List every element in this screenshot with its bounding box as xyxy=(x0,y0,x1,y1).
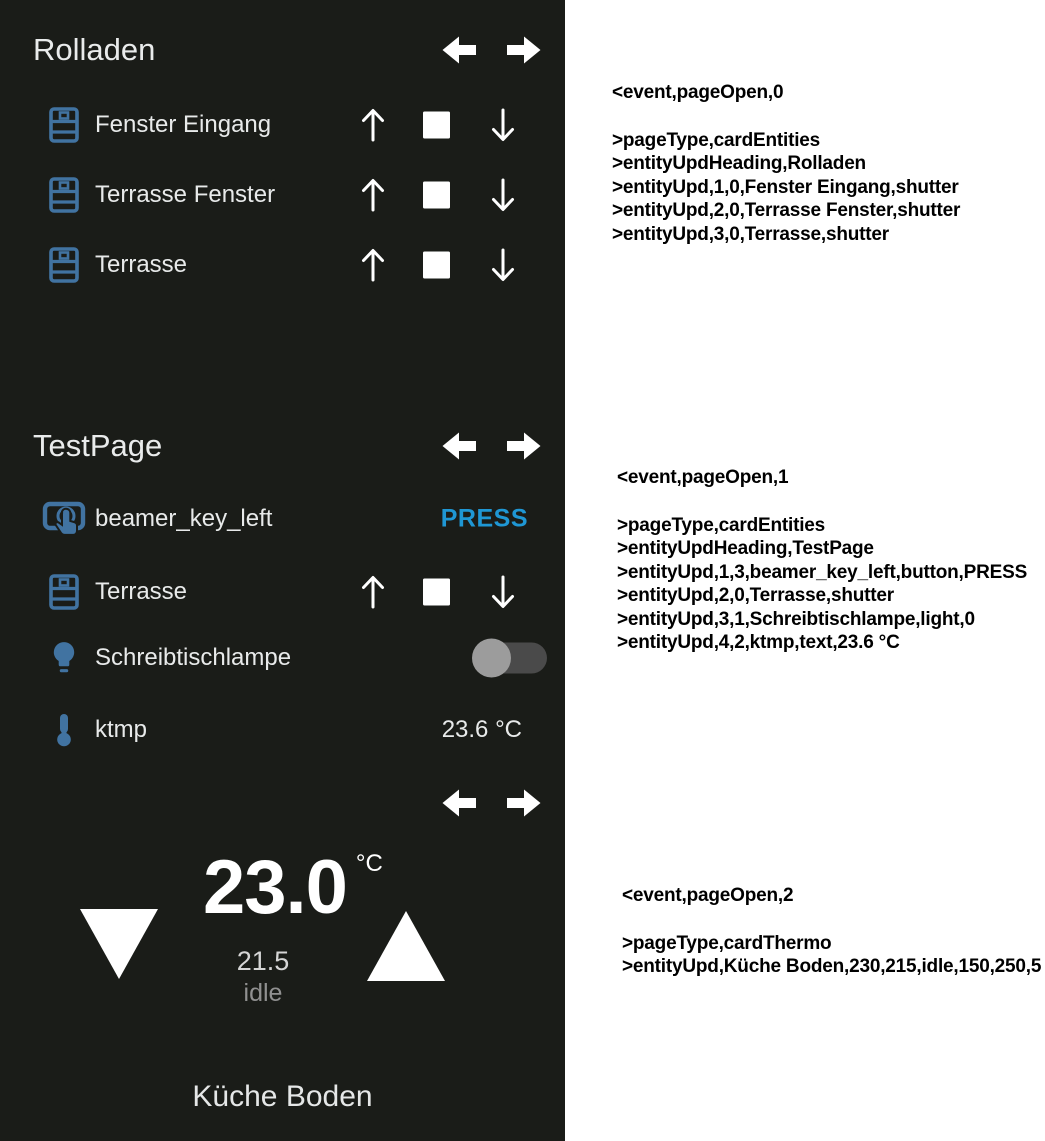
card-heading-rolladen: Rolladen xyxy=(33,32,156,67)
triangle-up-icon xyxy=(366,910,446,982)
shutter-up-button[interactable] xyxy=(360,106,386,144)
serial-log-block-1 xyxy=(617,466,1027,655)
stop-square-icon xyxy=(423,182,450,209)
thermometer-icon xyxy=(42,706,86,754)
arrow-left-icon xyxy=(441,430,477,462)
entity-label: Schreibtischlampe xyxy=(95,644,292,671)
arrow-down-icon xyxy=(490,106,516,144)
stop-square-icon xyxy=(423,112,450,139)
entity-label: Terrasse xyxy=(95,251,188,278)
arrow-up-icon xyxy=(360,176,386,214)
arrow-up-icon xyxy=(360,246,386,284)
entity-label: ktmp xyxy=(95,716,148,743)
entity-row-terrasse-2 xyxy=(0,568,565,616)
entity-row-fenster-eingang xyxy=(0,101,565,149)
stop-square-icon xyxy=(423,579,450,606)
page-prev-button[interactable] xyxy=(441,430,477,462)
arrow-right-icon xyxy=(506,430,542,462)
hvac-state: idle xyxy=(243,979,283,1007)
page-nav-testpage xyxy=(441,430,542,462)
page-next-button[interactable] xyxy=(506,787,542,819)
page-nav-thermo xyxy=(441,787,542,819)
temp-down-button[interactable] xyxy=(79,908,159,985)
log-line: >pageType,cardEntities xyxy=(617,514,826,536)
log-line: >entityUpd,Küche Boden,230,215,idle,150,250,5 xyxy=(622,956,1042,977)
arrow-right-icon xyxy=(506,787,542,819)
card-heading-testpage: TestPage xyxy=(33,428,163,463)
arrow-left-icon xyxy=(441,34,477,66)
log-line: >entityUpd,1,0,Fenster Eingang,shutter xyxy=(612,176,959,198)
log-line: >entityUpd,1,3,beamer_key_left,button,PRESS xyxy=(617,561,1028,583)
log-line: >entityUpd,3,1,Schreibtischlampe,light,0 xyxy=(617,608,975,630)
arrow-down-icon xyxy=(490,176,516,214)
toggle-knob xyxy=(472,639,511,678)
triangle-down-icon xyxy=(79,908,159,980)
log-line: >entityUpd,2,0,Terrasse,shutter xyxy=(617,585,894,606)
target-temperature: 21.5 xyxy=(236,946,290,976)
page-prev-button[interactable] xyxy=(441,34,477,66)
temp-up-button[interactable] xyxy=(366,910,446,987)
page-prev-button[interactable] xyxy=(441,787,477,819)
entity-label: beamer_key_left xyxy=(95,505,273,532)
serial-log-block-2 xyxy=(622,884,1041,979)
temperature-unit: °C xyxy=(355,850,383,877)
thermostat-title: Küche Boden xyxy=(192,1080,373,1113)
shutter-up-button[interactable] xyxy=(360,246,386,284)
press-button[interactable]: PRESS xyxy=(440,504,528,533)
entity-row-terrasse-fenster xyxy=(0,171,565,219)
shutter-stop-button[interactable] xyxy=(423,182,450,209)
current-temperature xyxy=(203,845,383,930)
serial-log-block-0 xyxy=(612,81,960,246)
entity-label: Fenster Eingang xyxy=(95,111,272,138)
gesture-tap-button-icon xyxy=(42,495,86,543)
log-line: >entityUpdHeading,Rolladen xyxy=(612,153,866,174)
window-shutter-icon xyxy=(42,101,86,149)
arrow-up-icon xyxy=(360,106,386,144)
shutter-stop-button[interactable] xyxy=(423,252,450,279)
arrow-left-icon xyxy=(441,787,477,819)
entity-label: Terrasse Fenster xyxy=(95,181,276,208)
entity-row-terrasse xyxy=(0,241,565,289)
page-next-button[interactable] xyxy=(506,430,542,462)
shutter-down-button[interactable] xyxy=(490,106,516,144)
shutter-down-button[interactable] xyxy=(490,573,516,611)
stop-square-icon xyxy=(423,252,450,279)
current-temperature-value: 23.0 xyxy=(203,845,347,930)
window-shutter-icon xyxy=(42,568,86,616)
light-toggle-switch[interactable] xyxy=(477,643,547,674)
shutter-stop-button[interactable] xyxy=(423,112,450,139)
lightbulb-icon xyxy=(42,634,86,682)
shutter-up-button[interactable] xyxy=(360,176,386,214)
entity-row-ktmp xyxy=(0,706,565,754)
log-line: >entityUpd,4,2,ktmp,text,23.6 °C xyxy=(617,632,900,653)
entity-label: Terrasse xyxy=(95,578,188,605)
log-line: >entityUpd,2,0,Terrasse Fenster,shutter xyxy=(612,200,961,221)
log-line: >entityUpd,3,0,Terrasse,shutter xyxy=(612,223,889,245)
log-line: >entityUpdHeading,TestPage xyxy=(617,538,874,559)
shutter-down-button[interactable] xyxy=(490,246,516,284)
arrow-up-icon xyxy=(360,573,386,611)
log-event-line: <event,pageOpen,0 xyxy=(612,82,784,103)
text-sensor-value: 23.6 °C xyxy=(441,716,522,743)
arrow-right-icon xyxy=(506,34,542,66)
entity-row-beamer-key-left xyxy=(0,495,565,543)
arrow-down-icon xyxy=(490,573,516,611)
arrow-down-icon xyxy=(490,246,516,284)
log-event-line: <event,pageOpen,2 xyxy=(622,885,794,906)
window-shutter-icon xyxy=(42,171,86,219)
shutter-stop-button[interactable] xyxy=(423,579,450,606)
page-nav-rolladen xyxy=(441,34,542,66)
log-line: >pageType,cardThermo xyxy=(622,932,832,954)
log-event-line: <event,pageOpen,1 xyxy=(617,467,789,488)
page-next-button[interactable] xyxy=(506,34,542,66)
entity-row-schreibtischlampe xyxy=(0,634,565,682)
log-line: >pageType,cardEntities xyxy=(612,129,821,151)
window-shutter-icon xyxy=(42,241,86,289)
shutter-down-button[interactable] xyxy=(490,176,516,214)
shutter-up-button[interactable] xyxy=(360,573,386,611)
